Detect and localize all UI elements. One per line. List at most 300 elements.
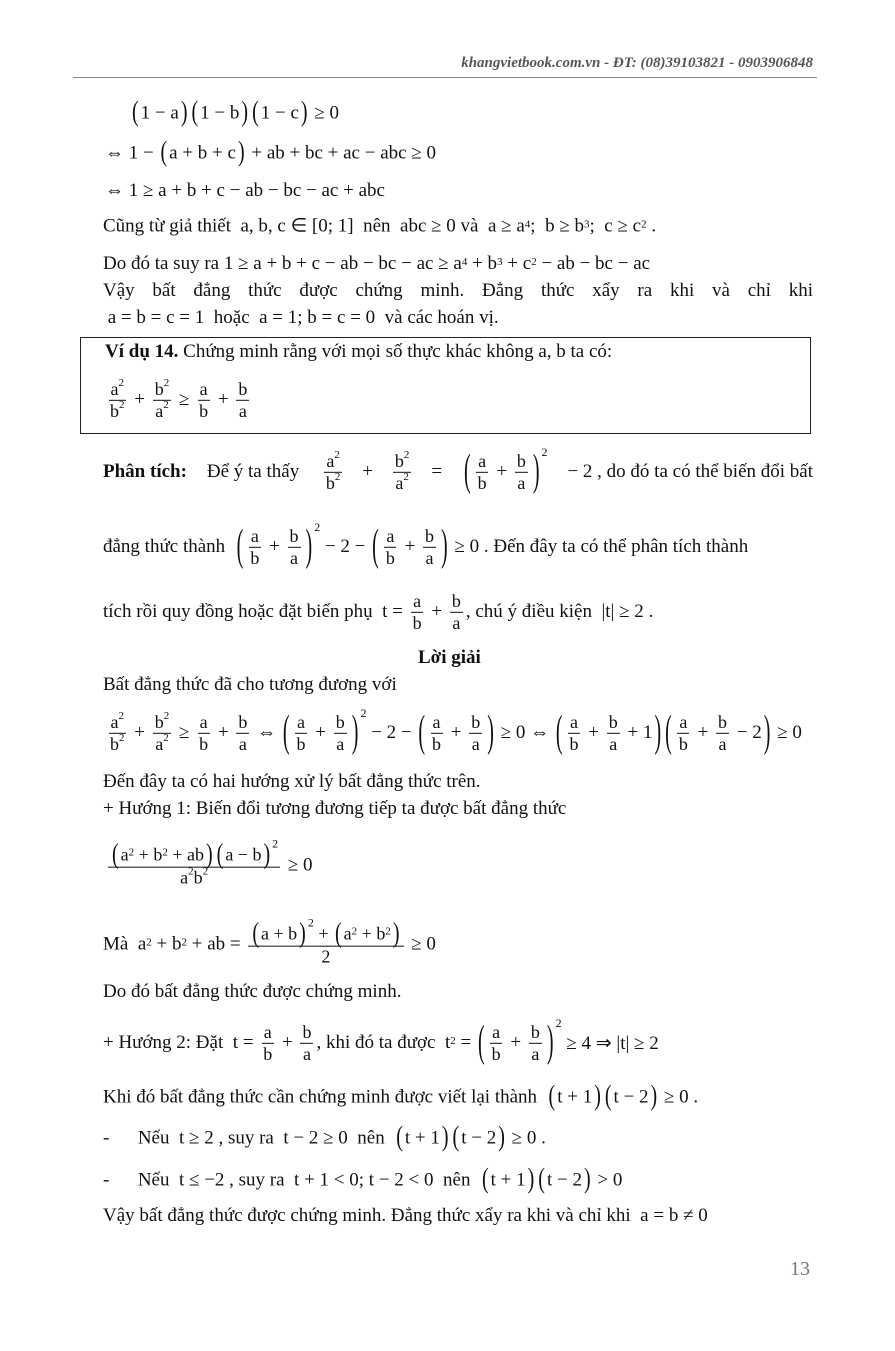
superscript: 2: [128, 846, 135, 859]
superscript: 2: [334, 448, 340, 461]
right-paren: ): [205, 839, 213, 870]
word: xẩy: [592, 280, 620, 301]
text: b: [385, 547, 395, 568]
parenthesized-group: [554, 707, 663, 757]
left-paren: (: [418, 707, 426, 757]
text: a: [155, 733, 164, 754]
text: ≥: [174, 722, 195, 743]
text: b: [569, 733, 579, 754]
text: +: [491, 461, 512, 482]
exponent: 2: [272, 836, 279, 851]
text-line: [103, 591, 653, 633]
text: Mà a: [103, 934, 147, 955]
denominator: [324, 470, 343, 494]
text: Vậy bất đẳng thức được chứng minh. Đẳng thức xẩy ra khi và chỉ khi a = b ≠ 0: [103, 1205, 708, 1226]
text: ≥ 0 ⇔: [495, 722, 554, 743]
text: a: [425, 547, 434, 568]
right-paren: ): [300, 96, 308, 128]
numerator: [411, 591, 423, 613]
text: Đến đây ta có hai hướng xử lý bất đẳng thức trên.: [103, 771, 481, 792]
text: Cũng từ giả thiết a, b, c ∈ [0; 1] nên abc ≥ 0 và a ≥ a: [103, 215, 525, 237]
parenthesized-group: [215, 836, 279, 870]
text: t + 1: [557, 1086, 593, 1107]
text: +: [692, 722, 714, 743]
text-line: [103, 915, 436, 968]
text: > 0: [592, 1169, 623, 1190]
text: 1 − c: [260, 102, 299, 123]
denominator: [529, 1044, 541, 1065]
text: b: [718, 711, 728, 732]
page-header: khangvietbook.com.vn - ĐT: (08)39103821 - 0903906848: [461, 55, 813, 71]
text-line: [105, 836, 313, 889]
text: b: [110, 400, 119, 421]
text: +: [264, 536, 285, 557]
text-line: [103, 798, 566, 820]
right-paren: ): [180, 96, 188, 128]
fraction: [490, 1022, 503, 1064]
text: + Hướng 1: Biến đổi tương đương tiếp ta được bất đẳng thức: [103, 798, 567, 819]
denominator: [288, 548, 300, 569]
text: a: [386, 525, 395, 546]
fraction: [153, 709, 172, 754]
left-paren: (: [481, 1163, 489, 1195]
denominator: [108, 731, 127, 755]
superscript: 3: [584, 218, 590, 230]
denominator: [490, 1044, 503, 1065]
text: ≥ 0: [406, 934, 436, 955]
superscript: 2: [188, 865, 194, 878]
parenthesized-group: [663, 707, 772, 757]
text-line: [103, 771, 481, 793]
text: ; c ≥ c: [589, 215, 642, 236]
text-line: [418, 647, 481, 669]
text: − ab − bc − ac: [536, 253, 651, 274]
text: + b: [467, 253, 498, 274]
text: b: [110, 733, 119, 754]
denominator: [450, 613, 462, 634]
word: khi: [669, 280, 695, 301]
denominator: [237, 734, 249, 755]
right-paren: ): [299, 918, 306, 949]
left-paren: (: [252, 96, 259, 128]
text: .: [646, 215, 657, 236]
text: Do đó bất đẳng thức được chứng minh.: [103, 981, 402, 1002]
denominator: [568, 734, 581, 755]
denominator: [607, 734, 619, 755]
text: + c: [502, 253, 532, 274]
parenthesized-group: [250, 96, 310, 128]
text: a: [478, 450, 487, 471]
fraction: [384, 526, 397, 568]
superscript: 2: [118, 376, 124, 389]
text: a: [679, 711, 688, 732]
denominator: [476, 473, 489, 494]
numerator: [295, 712, 307, 734]
text: b: [325, 472, 335, 493]
numerator: [469, 712, 482, 734]
left-paren: (: [548, 1080, 556, 1112]
left-paren: (: [112, 839, 119, 870]
numerator: [490, 1022, 502, 1044]
text: b: [491, 1043, 501, 1064]
denominator: [178, 865, 210, 889]
text: tích rồi quy đồng hoặc đặt biến phụ t =: [103, 601, 408, 622]
text: , chú ý điều kiện |t| ≥ 2 .: [465, 601, 654, 622]
text: đẳng thức thành: [103, 536, 235, 557]
right-paren: ): [527, 1163, 535, 1195]
text: b: [238, 378, 248, 399]
fraction: [248, 526, 261, 568]
word: và: [712, 280, 730, 301]
right-paren: ): [441, 1121, 449, 1153]
text: Do đó ta suy ra 1 ≥ a + b + c − ab − bc − ac ≥ a: [103, 253, 462, 274]
text: + ab =: [186, 934, 246, 955]
text-line: [105, 136, 436, 168]
word: được: [299, 280, 338, 301]
superscript: 4: [524, 218, 531, 230]
parenthesized-group: [476, 1015, 562, 1067]
text-line: [105, 705, 802, 757]
word: minh.: [420, 280, 465, 301]
right-paren: ): [532, 446, 540, 496]
text: +: [213, 389, 234, 410]
parenthesized-group: [416, 707, 496, 757]
text: ≥ 0: [309, 102, 339, 123]
text: b: [477, 472, 487, 493]
numerator: [249, 526, 261, 548]
left-paren: (: [191, 96, 199, 128]
text: ≥ 0: [283, 855, 313, 876]
text: - Nếu t ≥ 2 , suy ra t − 2 ≥ 0 nên: [103, 1127, 395, 1148]
page-number: 13: [790, 1258, 810, 1280]
text-line: [103, 1015, 659, 1067]
parenthesized-group: [536, 1163, 592, 1195]
word: thức: [248, 280, 282, 301]
word: Đẳng: [482, 280, 524, 301]
parenthesized-group: [190, 96, 251, 128]
denominator: [677, 734, 690, 755]
numerator: [334, 712, 347, 734]
left-paren: (: [478, 1017, 485, 1067]
numerator: [384, 526, 396, 548]
superscript: 2: [334, 470, 341, 483]
numerator: [288, 526, 301, 548]
text: Bất đẳng thức đã cho tương đương với: [103, 674, 397, 695]
text-line: [103, 1205, 708, 1227]
right-paren: ): [583, 1163, 591, 1195]
text: ≥ 0 .: [506, 1127, 546, 1148]
left-paren: (: [396, 1121, 403, 1153]
numerator: [262, 1022, 274, 1044]
fraction: [411, 591, 424, 633]
text: b: [394, 450, 404, 471]
superscript: 4: [461, 256, 468, 268]
text: + b: [134, 844, 163, 865]
right-paren: ): [650, 1080, 658, 1112]
right-paren: ): [763, 707, 771, 757]
right-paren: ): [263, 839, 271, 870]
text: a: [531, 1043, 540, 1064]
text: a: [238, 400, 247, 421]
text: ≥ 0 .: [659, 1086, 699, 1107]
text: + ab: [167, 844, 204, 865]
right-paren: ): [241, 96, 249, 128]
fraction: [261, 1022, 274, 1064]
denominator: [261, 1044, 274, 1065]
bold-label: Phân tích:: [103, 461, 187, 482]
right-paren: ): [594, 1080, 601, 1112]
parenthesized-group: [110, 839, 215, 870]
fraction: [568, 712, 581, 754]
text-line: [103, 1080, 699, 1112]
numerator: [423, 526, 436, 548]
text: b: [425, 525, 435, 546]
denominator: [384, 548, 397, 569]
text: a: [718, 733, 727, 754]
word: chỉ: [747, 280, 771, 301]
text: + b: [151, 934, 182, 955]
text: =: [426, 461, 447, 482]
text: a: [343, 923, 352, 944]
text: +: [446, 722, 467, 743]
word: ra: [637, 280, 653, 301]
fraction: [716, 712, 729, 754]
text: a: [326, 450, 335, 471]
numerator: [607, 712, 620, 734]
text: ; b ≥ b: [530, 215, 585, 236]
denominator: [334, 734, 346, 755]
text: +: [213, 722, 234, 743]
text: b: [238, 711, 248, 732]
text: a − b: [225, 844, 262, 865]
text: a: [297, 711, 306, 732]
fraction: [236, 379, 249, 421]
numerator: [450, 591, 463, 613]
text: +: [399, 536, 421, 557]
superscript: 2: [531, 256, 537, 268]
denominator: [319, 947, 332, 968]
numerator: [109, 376, 127, 401]
fraction: [153, 376, 172, 421]
text: ≥ 0 . Đến đây ta có thể phân tích thành: [449, 536, 749, 557]
left-paren: (: [372, 521, 379, 571]
text: t − 2: [461, 1127, 497, 1148]
text-line: [103, 280, 813, 302]
fraction: [334, 712, 347, 754]
fraction: [469, 712, 482, 754]
text: +: [505, 1032, 526, 1053]
denominator: [237, 401, 249, 422]
left-paren: (: [216, 839, 224, 870]
right-paren: ): [546, 1017, 554, 1067]
text: a: [110, 711, 119, 732]
superscript: 2: [118, 709, 124, 722]
text: ≥ 0: [772, 722, 802, 743]
text: +: [357, 461, 378, 482]
right-paren: ): [392, 918, 400, 949]
text: b: [335, 711, 345, 732]
text-line: [105, 180, 385, 202]
denominator: [153, 731, 171, 755]
text: a: [492, 1021, 501, 1042]
text: a: [199, 711, 208, 732]
parenthesized-group: [158, 136, 246, 168]
text: b: [530, 1021, 540, 1042]
right-paren: ): [441, 521, 448, 571]
numerator: [568, 712, 580, 734]
fraction: [248, 915, 403, 968]
text: ≥: [174, 389, 195, 410]
superscript: 2: [146, 937, 152, 949]
denominator: [515, 473, 527, 494]
text: b: [289, 525, 299, 546]
fraction: [324, 448, 343, 493]
left-paren: (: [236, 521, 244, 571]
superscript: 2: [403, 470, 409, 483]
text: Chứng minh rằng với mọi số thực khác không a, b ta có:: [178, 341, 613, 362]
text: b: [154, 378, 164, 399]
right-paren: ): [654, 707, 662, 757]
denominator: [108, 398, 127, 422]
left-paren: (: [555, 707, 563, 757]
right-paren: ): [305, 521, 313, 571]
fraction: [197, 712, 210, 754]
numerator: [476, 451, 488, 473]
text: + b: [357, 923, 386, 944]
text: , khi đó ta được t: [316, 1032, 451, 1053]
exponent: 2: [314, 519, 321, 534]
fraction: [295, 712, 308, 754]
text-line: [103, 1163, 623, 1195]
text: +: [313, 923, 333, 944]
text: a = b = c = 1 hoặc a = 1; b = c = 0 và các hoán vị.: [103, 307, 499, 328]
left-paren: (: [604, 1080, 612, 1112]
parenthesized-group: [281, 705, 367, 757]
denominator: [393, 470, 411, 494]
fraction: [288, 526, 301, 568]
fraction: [607, 712, 620, 754]
word: thức: [540, 280, 575, 301]
text: a: [250, 525, 259, 546]
text: a: [263, 1021, 272, 1042]
right-paren: ): [487, 707, 494, 757]
text-line: [105, 376, 252, 421]
denominator: [411, 613, 424, 634]
left-paren: (: [538, 1163, 545, 1195]
superscript: 2: [163, 376, 170, 389]
right-paren: ): [351, 707, 359, 757]
numerator: [236, 379, 249, 401]
text: +: [583, 722, 604, 743]
fraction: [423, 526, 436, 568]
text: t − 2: [613, 1086, 649, 1107]
denominator: [424, 548, 436, 569]
text: a: [120, 844, 129, 865]
numerator: [716, 712, 729, 734]
left-paren: (: [665, 707, 672, 757]
text: 2: [321, 946, 331, 967]
numerator: [677, 712, 689, 734]
text: ⇔: [252, 722, 281, 743]
left-paren: (: [282, 707, 290, 757]
numerator: [324, 448, 342, 473]
parenthesized-group: [480, 1163, 536, 1195]
text-line: [103, 674, 397, 696]
numerator: [108, 836, 280, 870]
text: a + b: [261, 923, 298, 944]
superscript: 2: [450, 1035, 456, 1047]
header-divider: [73, 77, 817, 78]
superscript: 2: [351, 925, 358, 938]
word: chứng: [355, 280, 403, 301]
text: a: [302, 1043, 311, 1064]
text-line: [103, 307, 499, 329]
text: b: [678, 733, 688, 754]
parenthesized-group: [250, 915, 314, 949]
numerator: [393, 448, 412, 473]
text: a: [290, 547, 299, 568]
right-paren: ): [498, 1121, 505, 1153]
text: ⇔ 1 −: [105, 142, 159, 163]
bold-label: Lời giải: [418, 647, 481, 668]
exponent: 2: [555, 1015, 562, 1030]
text: - Nếu t ≤ −2 , suy ra t + 1 < 0; t − 2 < 0 nên: [103, 1169, 480, 1190]
fraction: [108, 709, 127, 754]
text: b: [516, 450, 526, 471]
text: a: [155, 400, 164, 421]
superscript: 2: [163, 731, 169, 744]
text: b: [412, 612, 422, 633]
denominator: [295, 734, 308, 755]
text: a: [517, 472, 526, 493]
fraction: [677, 712, 690, 754]
numerator: [515, 451, 528, 473]
text-line: [103, 215, 656, 238]
fraction: [393, 448, 412, 493]
text: + Hướng 2: Đặt t =: [103, 1032, 259, 1053]
text-line: [103, 981, 401, 1003]
numerator: [236, 712, 249, 734]
parenthesized-group: [235, 519, 321, 571]
superscript: 2: [162, 846, 168, 859]
numerator: [529, 1022, 542, 1044]
denominator: [301, 1044, 313, 1065]
text: b: [263, 1043, 273, 1064]
superscript: 2: [119, 398, 125, 411]
numerator: [198, 379, 210, 401]
text: b: [199, 400, 209, 421]
text: − 2 −: [320, 536, 371, 557]
denominator: [248, 548, 261, 569]
superscript: 2: [163, 398, 169, 411]
numerator: [198, 712, 210, 734]
text: a + b + c: [169, 142, 236, 163]
word: bất: [152, 280, 176, 301]
text: a: [570, 711, 579, 732]
fraction: [197, 379, 210, 421]
fraction: [430, 712, 443, 754]
text: +: [426, 601, 447, 622]
bold-label: Ví dụ 14.: [105, 341, 179, 362]
text: a: [238, 733, 247, 754]
text: t + 1: [490, 1169, 526, 1190]
text-line: [130, 96, 339, 128]
text-line: [103, 519, 749, 571]
fraction: [529, 1022, 542, 1064]
text: a: [432, 711, 441, 732]
text: a: [395, 472, 404, 493]
fraction: [108, 376, 127, 421]
